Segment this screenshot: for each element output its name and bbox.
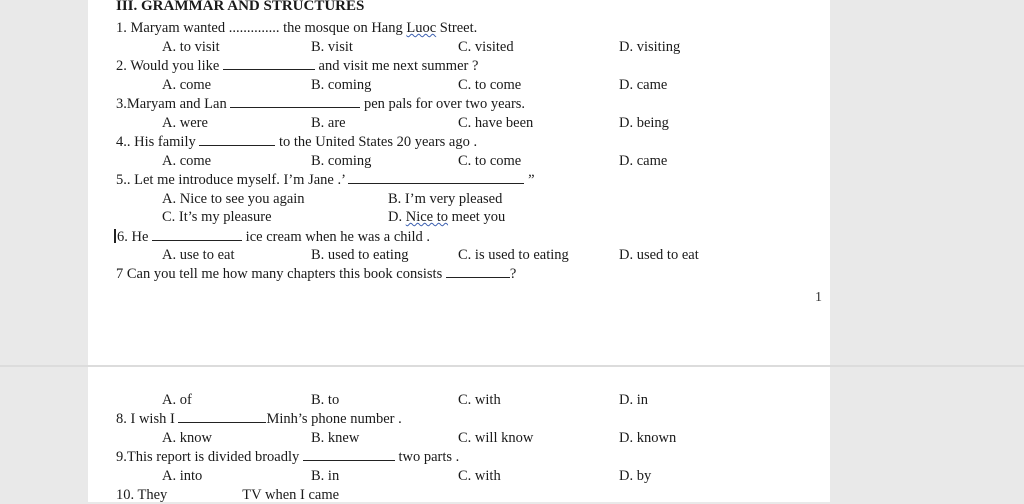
q10-number: 10.: [116, 487, 135, 503]
q8-text-pre: I wish I: [130, 411, 175, 427]
q2-text-pre: Would you like: [130, 58, 220, 74]
text-cursor-mark: [114, 229, 116, 243]
question-4: [116, 133, 477, 151]
q7-text-pre: Can you tell me how many chapters this book consists: [126, 266, 443, 282]
q9-option-b: B. in: [311, 468, 340, 484]
q4-text-post: to the United States 20 years ago .: [279, 134, 478, 150]
q5-option-c: C. It’s my pleasure: [162, 209, 272, 225]
q7-answer-blank: [446, 265, 510, 278]
q5-option-a: A. Nice to see you again: [162, 191, 305, 207]
q3-text-post: pen pals for over two years.: [363, 96, 526, 112]
q9-answer-blank: [303, 448, 395, 461]
q7-option-b: B. to: [311, 392, 340, 408]
question-8: [116, 410, 402, 428]
q8-text-post: Minh’s phone number .: [266, 411, 402, 427]
q1-option-a: A. to visit: [162, 39, 220, 55]
q2-option-a: A. come: [162, 77, 212, 93]
q6-option-d: D. used to eat: [619, 247, 699, 263]
q3-option-d: D. being: [619, 115, 669, 131]
q5-text-pre: Let me introduce myself. I’m Jane .’: [134, 172, 345, 188]
q1-text-pre: Maryam wanted: [130, 20, 226, 36]
q8-answer-blank: [178, 410, 266, 423]
q2-answer-blank: [223, 57, 315, 70]
q3-text-pre: Maryam and Lan: [126, 96, 227, 112]
q9-number: 9.: [116, 449, 127, 465]
q10-text-post: TV when I came: [242, 487, 340, 503]
q2-number: 2.: [116, 58, 127, 74]
q8-option-c: C. will know: [458, 430, 534, 446]
q9-option-d: D. by: [619, 468, 652, 484]
q5-number: 5..: [116, 172, 131, 188]
q1-text-end: Street.: [439, 20, 478, 36]
q7-option-c: C. with: [458, 392, 501, 408]
q8-number: 8.: [116, 411, 127, 427]
question-7: [116, 265, 516, 283]
q5-option-d-letter: D.: [388, 209, 403, 225]
q6-option-a: A. use to eat: [162, 247, 235, 263]
q2-option-b: B. coming: [311, 77, 372, 93]
page-number: 1: [815, 290, 822, 305]
question-3: [116, 95, 525, 113]
q8-option-a: A. know: [162, 430, 212, 446]
q1-option-d: D. visiting: [619, 39, 681, 55]
q5-option-d-wavy: Nice to: [405, 209, 449, 225]
q3-option-a: A. were: [162, 115, 208, 131]
q5-option-d-rest: meet you: [451, 209, 506, 225]
q5-answer-blank: [348, 171, 524, 184]
q1-wavy-word: Luoc: [406, 20, 437, 36]
q3-number: 3.: [116, 96, 127, 112]
q3-answer-blank: [230, 95, 360, 108]
q9-text-post: two parts .: [398, 449, 460, 465]
q5-option-b: B. I’m very pleased: [388, 191, 503, 207]
section-title: III. GRAMMAR AND STRUCTURES: [116, 0, 365, 14]
q2-option-d: D. came: [619, 77, 668, 93]
q1-option-c: C. visited: [458, 39, 514, 55]
q4-option-a: A. come: [162, 153, 212, 169]
q1-option-b: B. visit: [311, 39, 353, 55]
q4-option-c: C. to come: [458, 153, 522, 169]
q7-text-post: ?: [509, 266, 517, 282]
question-10: [116, 486, 339, 504]
q6-option-b: B. used to eating: [311, 247, 409, 263]
q6-number: 6.: [117, 229, 128, 245]
q9-option-c: C. with: [458, 468, 501, 484]
q6-answer-blank: [152, 228, 242, 241]
q6-text-pre: He: [131, 229, 149, 245]
q7-option-d: D. in: [619, 392, 648, 408]
q4-option-b: B. coming: [311, 153, 372, 169]
q2-option-c: C. to come: [458, 77, 522, 93]
q5-option-d: [388, 208, 505, 226]
q4-text-pre: His family: [134, 134, 196, 150]
q1-text-post: the mosque on Hang: [283, 20, 403, 36]
q3-option-c: C. have been: [458, 115, 534, 131]
q9-text-pre: This report is divided broadly: [126, 449, 300, 465]
q7-number: 7: [116, 266, 124, 282]
q1-dotted-blank: ..............: [228, 20, 280, 36]
question-1: [116, 19, 477, 37]
q10-text-pre: They: [137, 487, 168, 503]
q6-option-c: C. is used to eating: [458, 247, 569, 263]
question-6: [114, 228, 430, 246]
q4-option-d: D. came: [619, 153, 668, 169]
q3-option-b: B. are: [311, 115, 346, 131]
q5-text-post: ”: [528, 172, 535, 188]
q7-option-a: A. of: [162, 392, 192, 408]
question-2: [116, 57, 478, 75]
question-9: [116, 448, 459, 466]
q1-number: 1.: [116, 20, 127, 36]
page-separator: [0, 365, 1024, 367]
q8-option-d: D. known: [619, 430, 677, 446]
q4-answer-blank: [199, 133, 275, 146]
question-5: [116, 171, 535, 189]
q4-number: 4..: [116, 134, 131, 150]
q10-answer-blank: [171, 486, 239, 499]
q2-text-post: and visit me next summer ?: [318, 58, 479, 74]
q6-text-post: ice cream when he was a child .: [245, 229, 431, 245]
q8-option-b: B. knew: [311, 430, 360, 446]
q9-option-a: A. into: [162, 468, 203, 484]
